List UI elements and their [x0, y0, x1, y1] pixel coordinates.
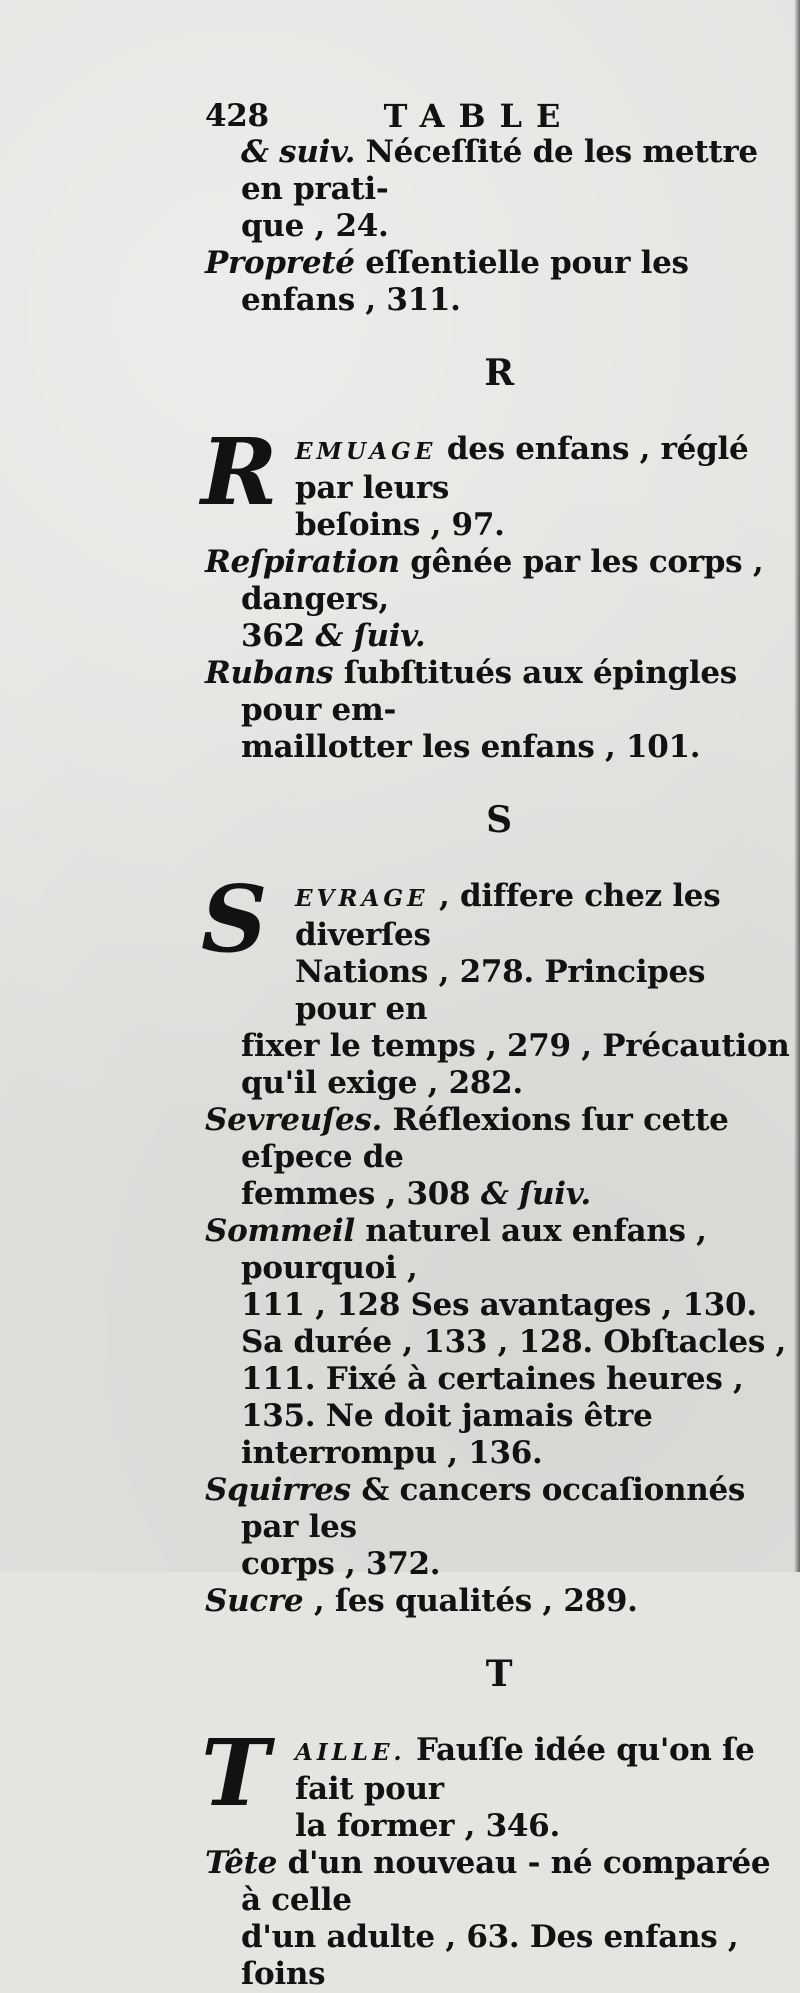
index-entry: Tête d'un nouveau - né comparée à celle [205, 1845, 771, 1918]
entry-continuation: corps , 372. [241, 1546, 441, 1582]
page-number: 428 [205, 98, 269, 134]
carry-over-line-2: que , 24. [241, 208, 389, 244]
index-entry: Sevreuſes. Réflexions ſur cette eſpece de [205, 1102, 729, 1175]
index-entry: Squirres & cancers occaſionnés par les [205, 1472, 746, 1545]
section-r-lead-entry: R EMUAGE des enfans , réglé par leurs beſoins , 97. [201, 418, 749, 543]
drop-cap-t: T [201, 1719, 270, 1827]
entry-term: Squirres [205, 1472, 351, 1508]
entry-term: Propreté [205, 245, 355, 281]
running-title: TABLE [383, 97, 575, 135]
entry-term: Sucre [205, 1583, 304, 1619]
entry-term: Sommeil [205, 1213, 355, 1249]
drop-cap-s: S [201, 865, 268, 973]
section-s-lead-entry: S EVRAGE , differe chez les diverſes Nations , 278. Principes pour en [201, 865, 721, 1027]
page-header [205, 98, 793, 142]
entry-continuation: maillotter les enfans , 101. [241, 729, 701, 765]
index-entry: Reſpiration gênée par les corps , dangers, [205, 544, 764, 617]
index-text [201, 97, 793, 1993]
entry-continuation: 111 , 128 Ses avantages , 130. Sa durée , 133 , 128. Obſtacles , 111. Fixé à certaines heures , 135. Ne doit jamais être interrompu , 136. [241, 1287, 786, 1471]
entry-continuation: 362 & ſuiv. [241, 618, 426, 654]
entry-continuation: femmes , 308 & ſuiv. [241, 1176, 591, 1212]
section-letter-t: T [485, 1653, 513, 1695]
page-edge-shadow [794, 0, 800, 1572]
index-entry: Rubans ſubſtitués aux épingles pour em- [205, 655, 737, 728]
drop-cap-r: R [201, 418, 278, 526]
section-t-lead-entry: T AILLE. Fauſſe idée qu'on ſe fait pour la former , 346. [201, 1719, 755, 1844]
section-letter-r: R [484, 352, 514, 394]
entry-term: Rubans [205, 655, 334, 691]
section-letter-s: S [486, 799, 512, 841]
index-entry: Propreté eſſentielle pour les enfans , 311. [205, 245, 689, 318]
index-entry: Sucre , ſes qualités , 289. [205, 1583, 638, 1619]
index-entry: Sommeil naturel aux enfans , pourquoi , [205, 1213, 707, 1286]
entry-term: Sevreuſes. [205, 1102, 383, 1138]
carry-over-line-1: & suiv. Néceſſité de les mettre en prati- [241, 134, 758, 207]
entry-continuation: d'un adulte , 63. Des enfans , ſoins [241, 1919, 739, 1992]
entry-continuation: fixer le temps , 279 , Précaution qu'il exige , 282. [241, 1028, 790, 1101]
entry-term: Reſpiration [205, 544, 400, 580]
entry-term: Tête [205, 1845, 278, 1881]
